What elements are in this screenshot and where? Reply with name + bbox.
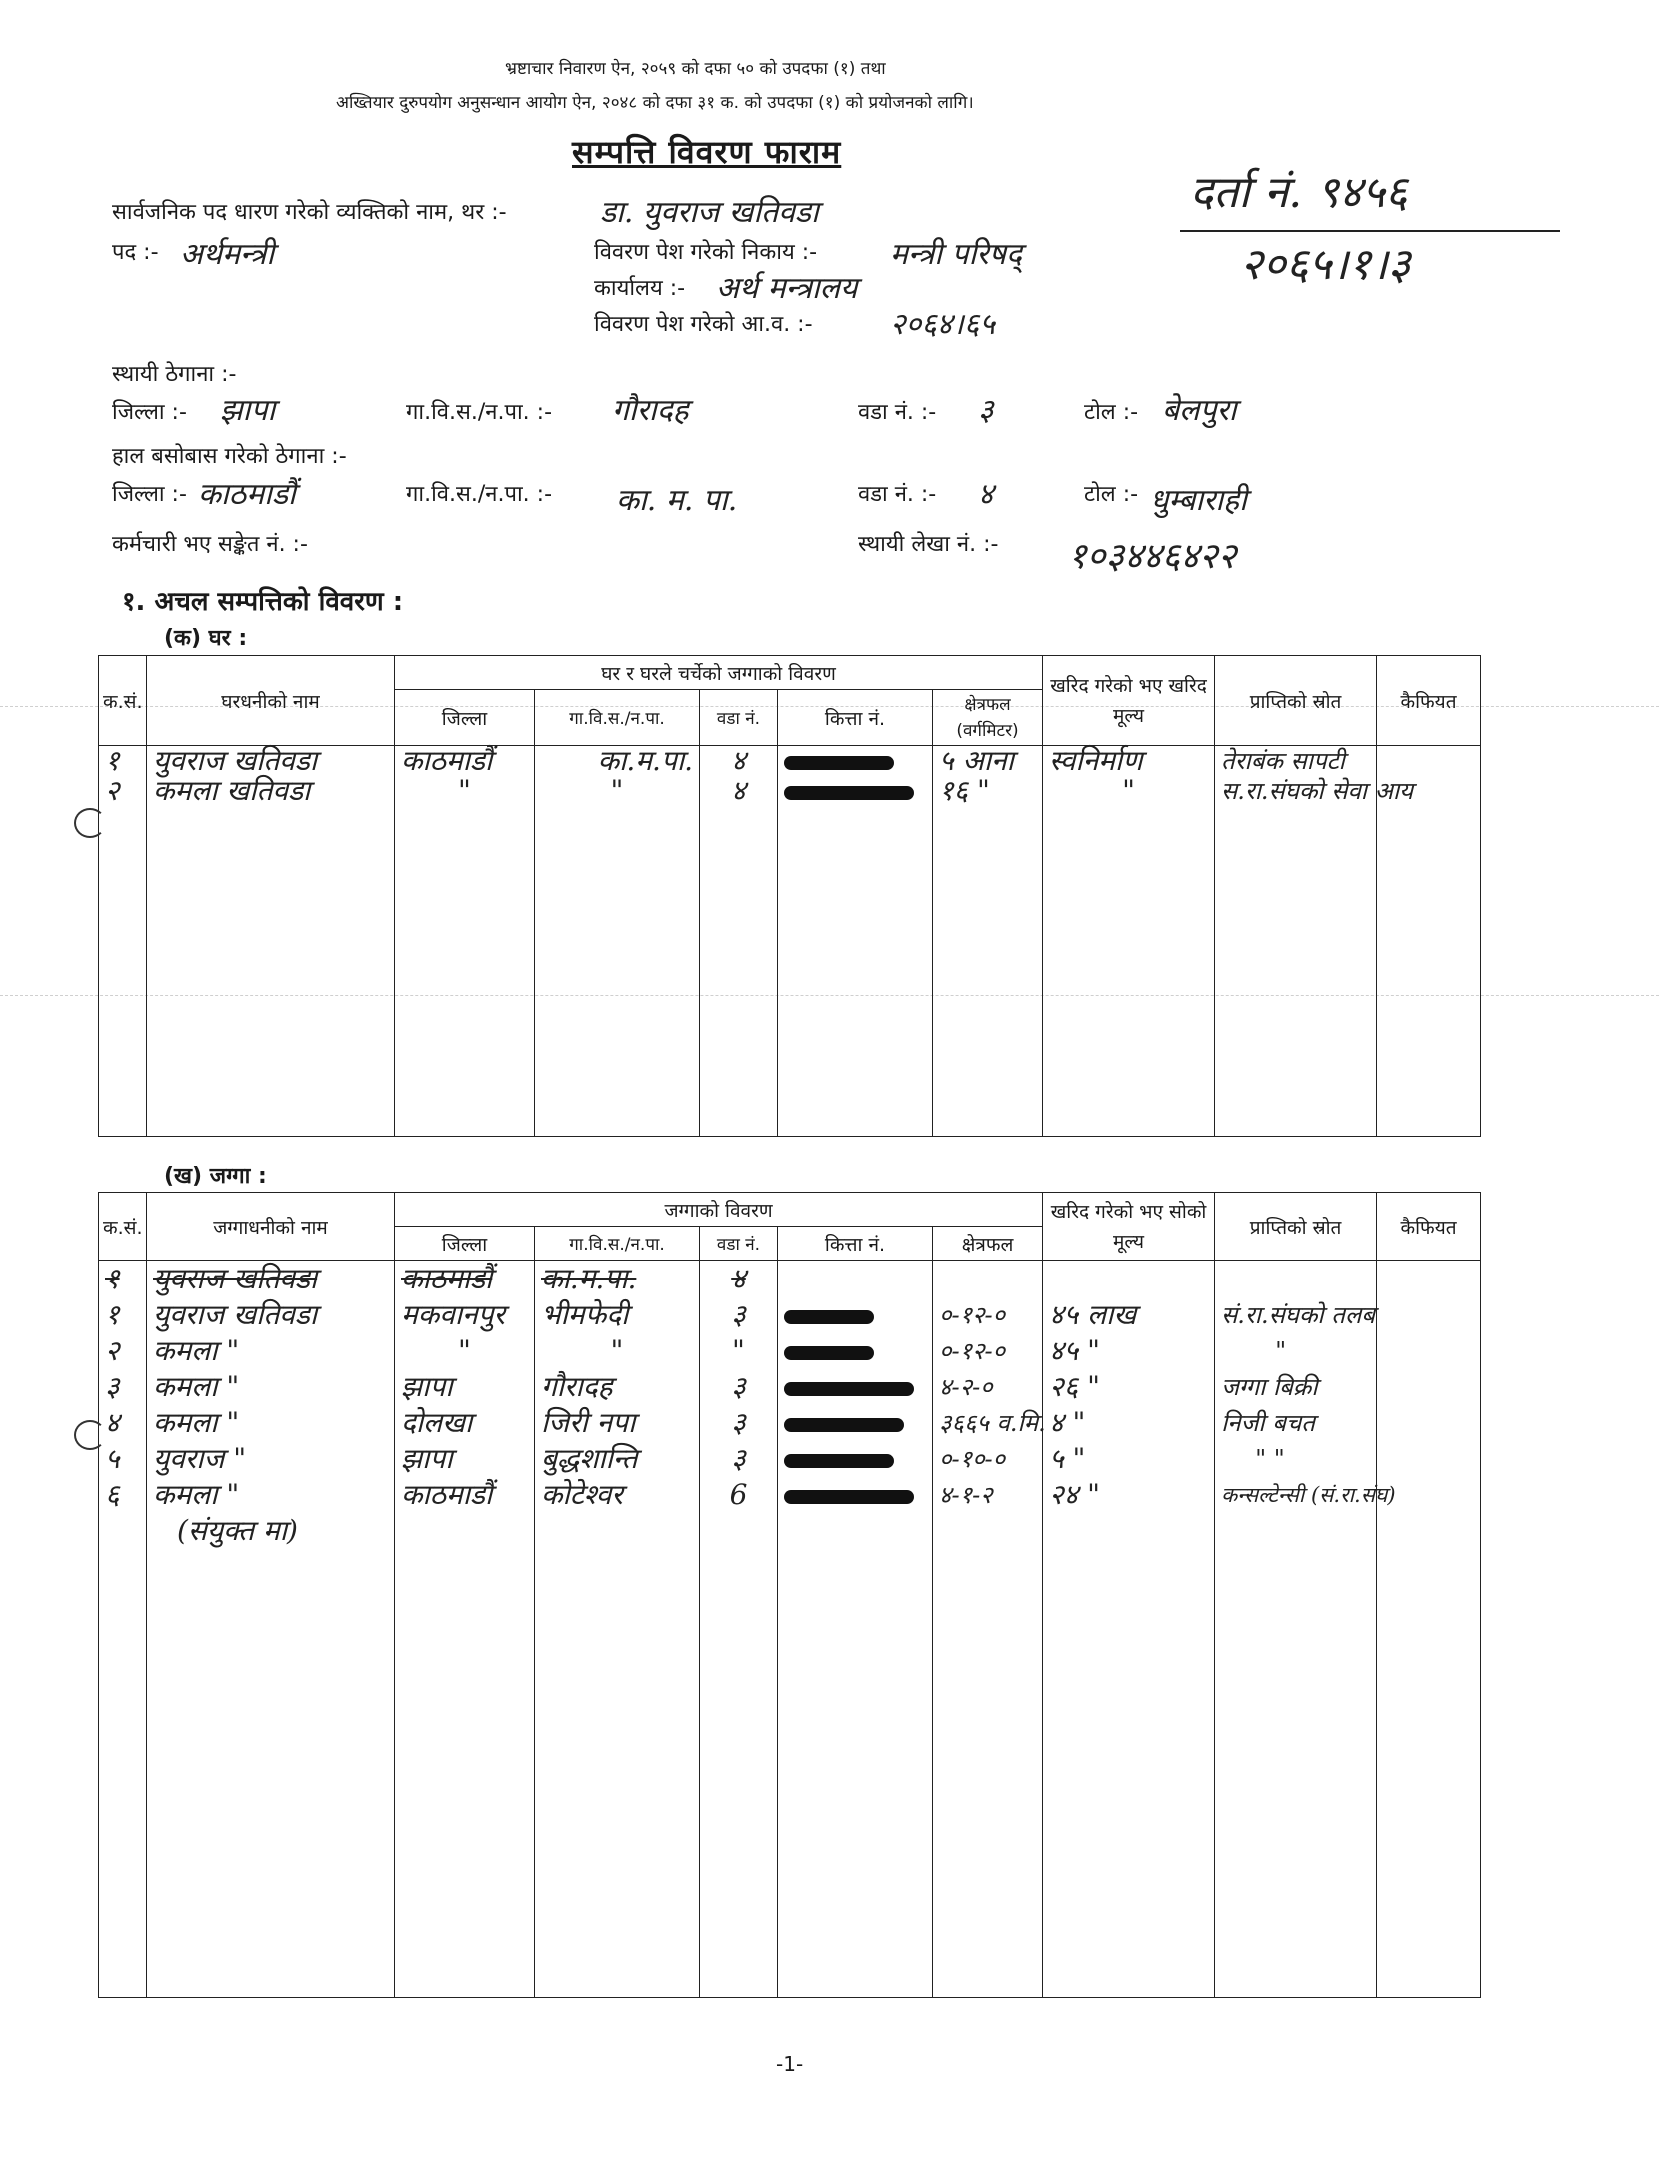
house-area-cell	[933, 746, 1043, 1137]
post-label: पद :-	[112, 240, 159, 265]
land-struck-row-price	[1043, 1261, 1214, 1297]
cur-tole-label: टोल :-	[1084, 482, 1139, 507]
perm-vdc-label: गा.वि.स./न.पा. :-	[406, 400, 553, 425]
house-col-ward: वडा नं.	[700, 690, 778, 746]
land-row-2-kitta-redacted	[778, 1333, 932, 1369]
land-row-6-owner: कमला "	[153, 1478, 240, 1511]
land-row-6-price: २४ "	[1049, 1478, 1100, 1511]
land-row-6-area: ४-१-२	[939, 1481, 993, 1509]
land-row-1-owner: युवराज खतिवडा	[153, 1298, 318, 1331]
house-row-2-sn: २	[105, 774, 120, 807]
land-row-6-owner-note: (संयुक्त मा)	[177, 1514, 298, 1547]
house-district-cell	[395, 746, 535, 1137]
registration-number: दर्ता नं. ९४५६	[1190, 167, 1408, 218]
house-row-2-ward: ४	[731, 774, 746, 807]
house-col-vdc: गा.वि.स./न.पा.	[535, 690, 700, 746]
fiscal-year-label: विवरण पेश गरेको आ.व. :-	[594, 312, 813, 337]
house-price-cell	[1043, 746, 1215, 1137]
cur-district-value: काठमाडौं	[198, 477, 296, 512]
land-row-2-vdc: "	[610, 1334, 624, 1367]
perm-district-value: झापा	[220, 393, 276, 428]
employee-code-label: कर्मचारी भए सङ्केत नं. :-	[112, 532, 308, 557]
fiscal-year-value: २०६४।६५	[890, 307, 995, 342]
cur-vdc-label: गा.वि.स./न.पा. :-	[406, 482, 553, 507]
cur-ward-label: वडा नं. :-	[858, 482, 937, 507]
land-row-5-vdc: बुद्धशान्ति	[541, 1442, 638, 1475]
house-row-2-margin-mark	[74, 808, 106, 838]
land-struck-row-sn: १	[105, 1262, 120, 1295]
house-row-1-kitta-redacted	[778, 746, 932, 776]
land-row-5-district: झापा	[401, 1442, 453, 1475]
registration-underline	[1180, 230, 1560, 232]
land-row-5-source: " "	[1255, 1445, 1285, 1473]
land-row-1-area: ०-१२-०	[939, 1301, 1006, 1329]
office-label: कार्यालय :-	[594, 276, 686, 301]
house-row-2-price: "	[1122, 774, 1135, 807]
land-row-3-sn: ३	[105, 1370, 120, 1403]
land-row-1-price: ४५ लाख	[1049, 1298, 1137, 1331]
land-col-source: प्राप्तिको स्रोत	[1215, 1193, 1377, 1261]
house-vdc-cell	[535, 746, 700, 1137]
land-col-area: क्षेत्रफल	[933, 1227, 1043, 1261]
land-row-6-sn: ६	[105, 1478, 120, 1511]
land-col-vdc: गा.वि.स./न.पा.	[535, 1227, 700, 1261]
perm-tole-label: टोल :-	[1084, 400, 1139, 425]
house-row-2-district: "	[458, 774, 471, 807]
land-row-6-district: काठमाडौं	[401, 1478, 493, 1511]
land-struck-row-source	[1215, 1261, 1376, 1297]
land-row-5-kitta-redacted	[778, 1441, 932, 1477]
land-col-ward: वडा नं.	[700, 1227, 778, 1261]
land-row-3-vdc: गौरादह	[541, 1370, 613, 1403]
land-row-2-sn: २	[105, 1334, 120, 1367]
land-col-kitta: कित्ता नं.	[778, 1227, 933, 1261]
land-district-cell	[395, 1261, 535, 1998]
land-col-remarks: कैफियत	[1377, 1193, 1481, 1261]
land-row-4-district: दोलखा	[401, 1406, 473, 1439]
submitting-body-value: मन्त्री परिषद्	[890, 237, 1022, 272]
land-row-1-vdc: भीमफेदी	[541, 1298, 629, 1331]
house-col-district: जिल्ला	[395, 690, 535, 746]
house-subheading: (क) घर :	[164, 626, 248, 651]
land-row-2-area: ०-१२-०	[939, 1337, 1006, 1365]
land-row-4-ward: ३	[731, 1406, 746, 1439]
land-row-6-kitta-redacted	[778, 1477, 932, 1513]
land-row-3-owner: कमला "	[153, 1370, 240, 1403]
land-row-4-kitta-redacted	[778, 1405, 932, 1441]
house-sn-cell	[99, 746, 147, 1137]
land-price-cell	[1043, 1261, 1215, 1998]
house-row-1-district: काठमाडौं	[401, 744, 493, 777]
land-row-1-source: सं.रा.संघको तलब	[1221, 1301, 1375, 1329]
land-sn-cell	[99, 1261, 147, 1998]
cur-district-label: जिल्ला :-	[112, 482, 187, 507]
land-struck-row-ward: ४	[731, 1262, 746, 1295]
land-kitta-cell	[778, 1261, 933, 1998]
section-1-heading: १. अचल सम्पत्तिको विवरण :	[122, 587, 404, 617]
land-col-price: खरिद गरेको भए सोको मूल्य	[1043, 1193, 1215, 1261]
land-row-5-price: ५ "	[1049, 1442, 1086, 1475]
land-row-4-vdc: जिरी नपा	[541, 1406, 636, 1439]
land-row-6-vdc: कोटेश्वर	[541, 1478, 623, 1511]
land-row-3-area: ४-२-०	[939, 1373, 993, 1401]
land-subheading: (ख) जग्गा :	[164, 1164, 267, 1189]
name-label: सार्वजनिक पद धारण गरेको व्यक्तिको नाम, थर :-	[112, 200, 507, 225]
land-col-district: जिल्ला	[395, 1227, 535, 1261]
land-row-6-source: कन्सल्टेन्सी (सं.रा.संघ)	[1221, 1483, 1396, 1507]
house-row-1-source: तेराबंक सापटी	[1221, 747, 1345, 775]
house-row-2-vdc: "	[610, 774, 624, 807]
land-ward-cell	[700, 1261, 778, 1998]
house-col-price: खरिद गरेको भए खरिद मूल्य	[1043, 656, 1215, 746]
land-row-3-price: २६ "	[1049, 1370, 1100, 1403]
land-row-5-sn: ५	[105, 1442, 120, 1475]
house-ward-cell	[700, 746, 778, 1137]
land-row-5-ward: ३	[731, 1442, 746, 1475]
land-area-cell	[933, 1261, 1046, 1998]
house-table	[98, 655, 1481, 1137]
house-owner-cell	[147, 746, 395, 1137]
house-row-1-price: स्वनिर्माण	[1049, 744, 1143, 777]
land-row-5-area: ०-१०-०	[939, 1445, 1006, 1473]
form-title: सम्पत्ति विवरण फाराम	[572, 133, 842, 171]
house-row-1-sn: १	[105, 744, 120, 777]
cur-ward-value: ४	[978, 477, 994, 512]
land-row-3-district: झापा	[401, 1370, 453, 1403]
perm-vdc-value: गौरादह	[612, 393, 689, 428]
land-owner-cell	[147, 1261, 395, 1998]
house-source-cell	[1215, 746, 1414, 1137]
house-col-source: प्राप्तिको स्रोत	[1215, 656, 1377, 746]
house-row-1-owner: युवराज खतिवडा	[153, 744, 318, 777]
house-row-1-ward: ४	[731, 744, 746, 777]
land-row-4-price: ४ "	[1049, 1406, 1086, 1439]
perm-ward-label: वडा नं. :-	[858, 400, 937, 425]
perm-ward-value: ३	[978, 393, 994, 428]
name-value: डा. युवराज खतिवडा	[600, 195, 819, 230]
current-address-heading: हाल बसोबास गरेको ठेगाना :-	[112, 444, 347, 469]
house-row-1-vdc: का.म.पा.	[597, 744, 693, 777]
pan-value: १०३४४६४२२	[1068, 536, 1237, 577]
land-row-3-kitta-redacted	[778, 1369, 932, 1405]
land-row-1-ward: ३	[731, 1298, 746, 1331]
land-row-3-source: जग्गा बिक्री	[1221, 1373, 1318, 1401]
land-row-4-area: ३६६५ व.मि.	[939, 1409, 1046, 1437]
land-row-2-source: "	[1275, 1337, 1287, 1365]
permanent-address-heading: स्थायी ठेगाना :-	[112, 362, 237, 387]
submitting-body-label: विवरण पेश गरेको निकाय :-	[594, 240, 818, 265]
land-table	[98, 1192, 1481, 1998]
land-struck-row-district: काठमाडौं	[401, 1262, 493, 1295]
land-source-cell	[1215, 1261, 1396, 1998]
land-struck-row-vdc: का.म.पा.	[541, 1262, 637, 1295]
land-col-sn: क.सं.	[99, 1193, 147, 1261]
house-col-area: क्षेत्रफल (वर्गमिटर)	[933, 690, 1043, 746]
registration-date: २०६५।१।३	[1240, 239, 1411, 290]
land-row-1-district: मकवानपुर	[401, 1298, 505, 1331]
land-row-4-source: निजी बचत	[1221, 1409, 1315, 1437]
house-col-remarks: कैफियत	[1377, 656, 1481, 746]
house-col-sn: क.सं.	[99, 656, 147, 746]
page-number: -1-	[776, 2052, 804, 2076]
law-reference-line-1: भ्रष्टाचार निवारण ऐन, २०५९ को दफा ५० को उपदफा (१) तथा	[505, 59, 886, 79]
land-row-2-ward: "	[732, 1334, 745, 1367]
house-col-kitta: कित्ता नं.	[778, 690, 933, 746]
land-row-3-margin-mark	[74, 1420, 106, 1450]
land-struck-row-kitta	[778, 1261, 932, 1297]
land-remarks-cell	[1377, 1261, 1481, 1998]
land-row-4-sn: ४	[105, 1406, 120, 1439]
land-row-1-sn: १	[105, 1298, 120, 1331]
house-col-owner: घरधनीको नाम	[147, 656, 395, 746]
pan-label: स्थायी लेखा नं. :-	[858, 532, 999, 557]
law-reference-line-2: अख्तियार दुरुपयोग अनुसन्धान आयोग ऐन, २०४८ को दफा ३१ क. को उपदफा (१) को प्रयोजनको लागि।	[336, 93, 974, 113]
house-row-2-kitta-redacted	[778, 776, 932, 806]
land-row-3-ward: ३	[731, 1370, 746, 1403]
land-struck-row-area	[933, 1261, 1042, 1297]
cur-vdc-value: का. म. पा.	[616, 483, 738, 518]
land-row-6-ward: 6	[729, 1478, 748, 1511]
land-row-2-owner: कमला "	[153, 1334, 240, 1367]
land-row-1-kitta-redacted	[778, 1297, 932, 1333]
land-row-5-owner: युवराज "	[153, 1442, 247, 1475]
land-row-4-owner: कमला "	[153, 1406, 240, 1439]
land-row-2-district: "	[458, 1334, 471, 1367]
land-col-owner: जग्गाधनीको नाम	[147, 1193, 395, 1261]
house-row-1-area: ५ आना	[939, 744, 1014, 777]
land-struck-row-owner: युवराज खतिवडा	[153, 1262, 318, 1295]
land-row-2-price: ४५ "	[1049, 1334, 1100, 1367]
land-col-group: जग्गाको विवरण	[395, 1193, 1043, 1227]
post-value: अर्थमन्त्री	[180, 237, 275, 272]
perm-tole-value: बेलपुरा	[1162, 393, 1237, 428]
house-kitta-cell	[778, 746, 933, 1137]
house-col-group: घर र घरले चर्चेको जग्गाको विवरण	[395, 656, 1043, 690]
office-value: अर्थ मन्त्रालय	[716, 271, 858, 306]
perm-district-label: जिल्ला :-	[112, 400, 187, 425]
house-row-2-owner: कमला खतिवडा	[153, 774, 311, 807]
house-row-2-source: स.रा.संघको सेवा आय	[1221, 777, 1414, 805]
cur-tole-value: धुम्बाराही	[1150, 483, 1247, 518]
house-row-2-area: १६ "	[939, 774, 990, 807]
land-vdc-cell	[535, 1261, 700, 1998]
